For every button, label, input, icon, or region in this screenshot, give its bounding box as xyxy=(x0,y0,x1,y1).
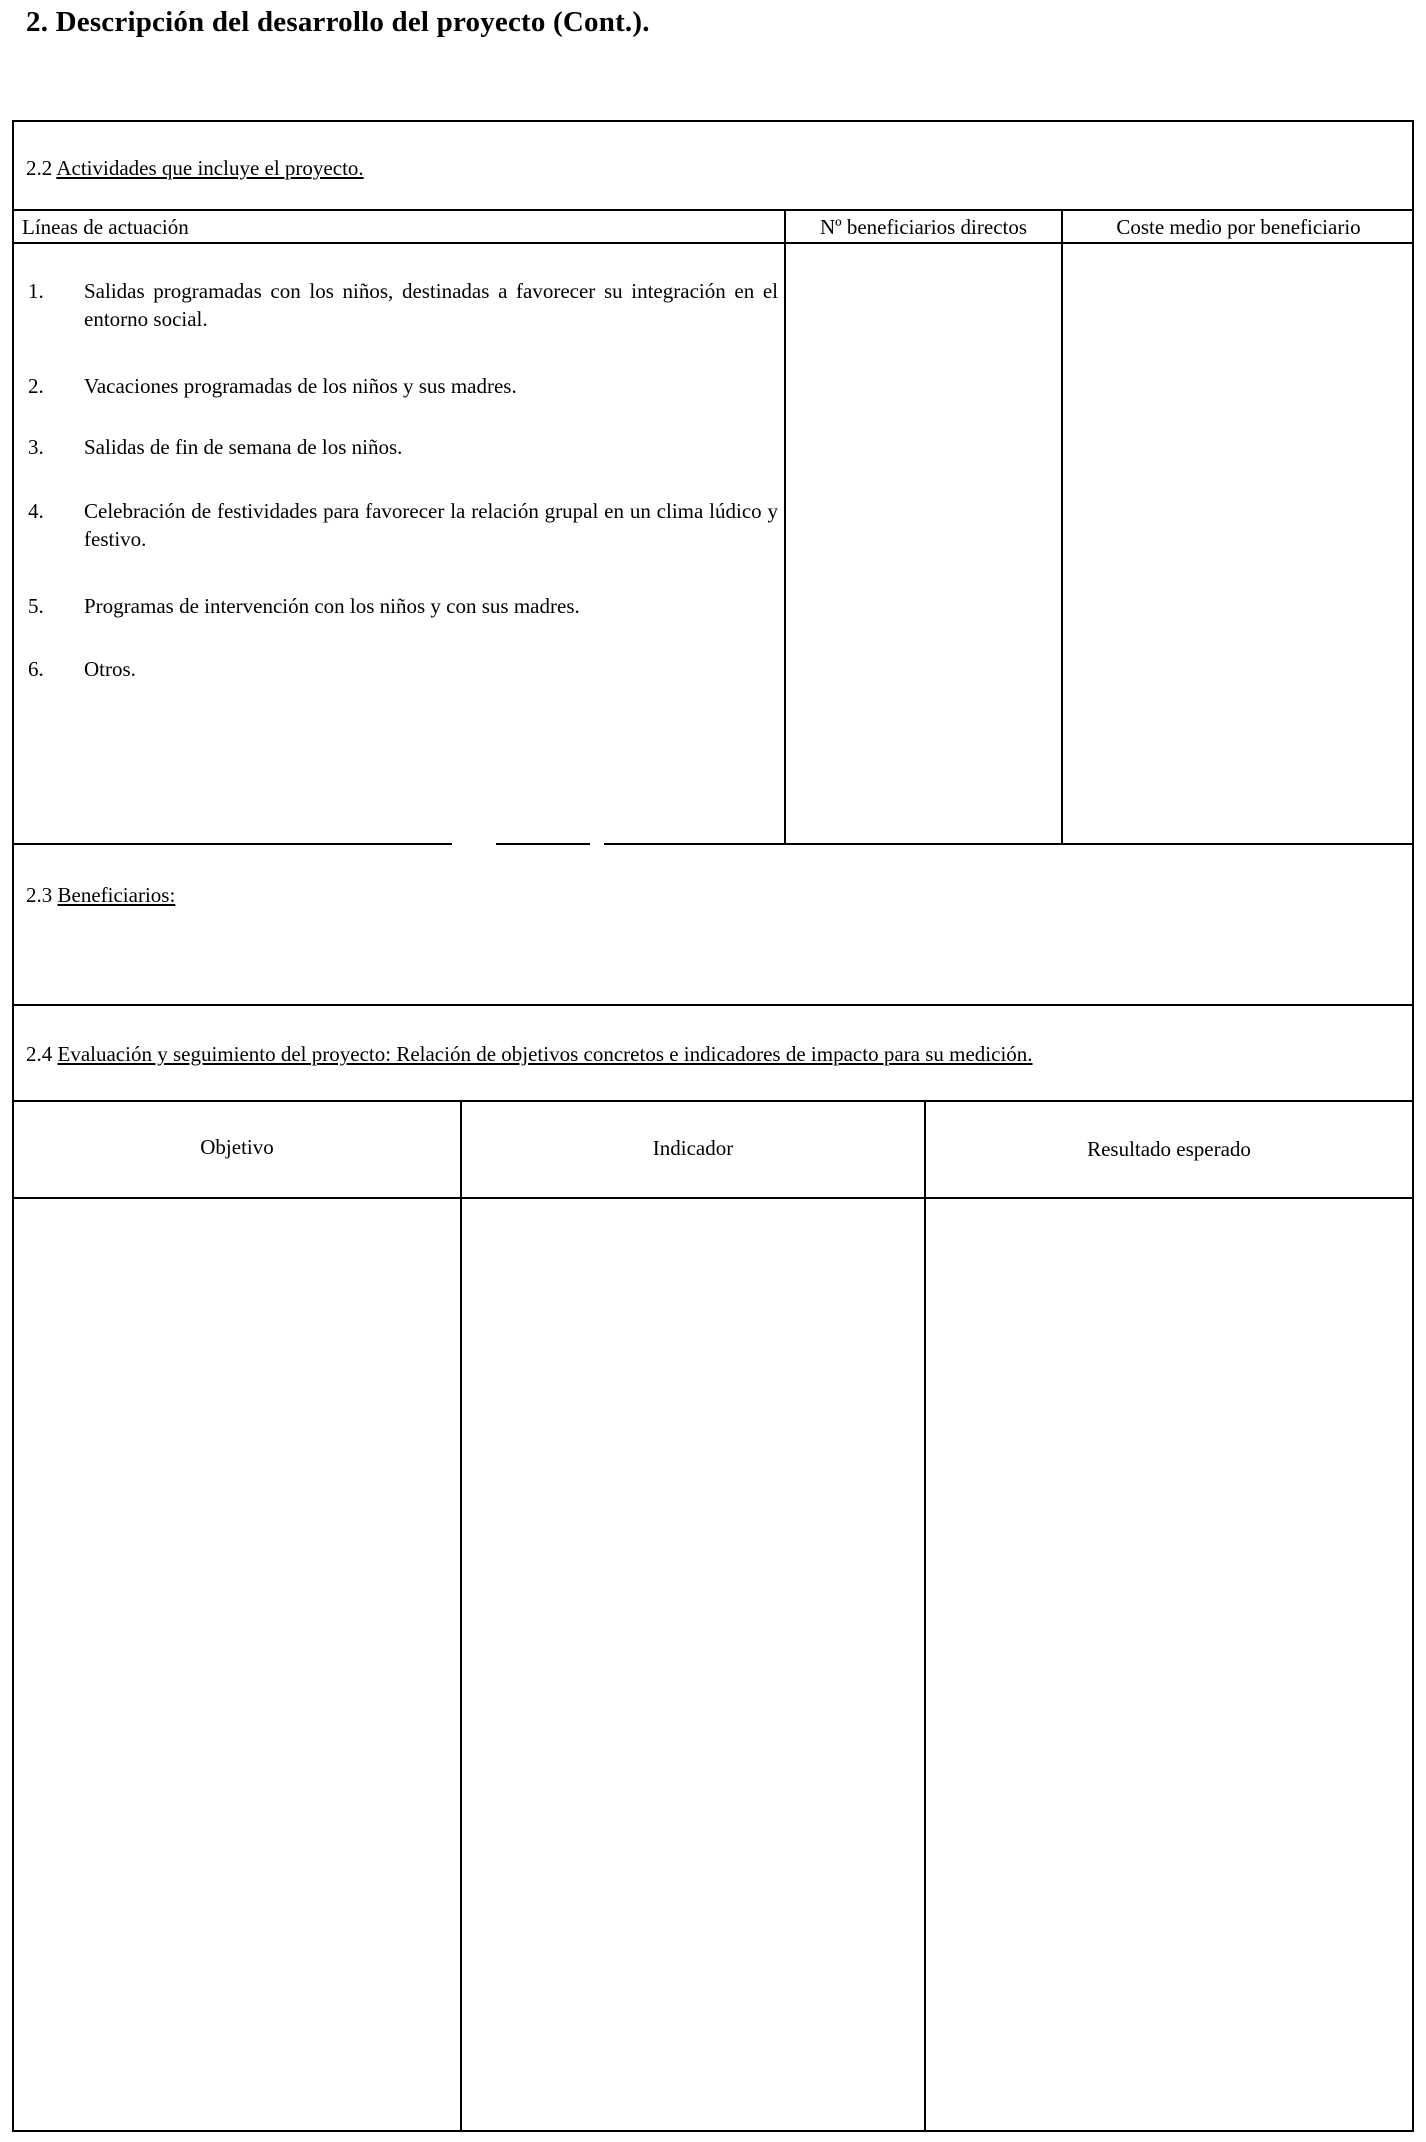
section-2-3-number: 2.3 xyxy=(26,883,53,907)
section-2-3-label: Beneficiarios: xyxy=(57,883,176,907)
col-lineas-actuacion: Líneas de actuación xyxy=(22,215,189,239)
section-2-3-bottom-line xyxy=(12,1004,1414,1006)
section-2-4-heading xyxy=(26,1041,1033,1068)
evaluation-header-bottom-line xyxy=(12,1197,1414,1199)
col-indicador: Indicador xyxy=(652,1136,734,1160)
line-gap-2 xyxy=(590,842,604,846)
line-gap-1 xyxy=(452,842,496,846)
item-text: Salidas programadas con los niños, destinadas a favorecer su integración en el entorno social. xyxy=(84,279,778,331)
activities-col-divider-1 xyxy=(784,209,786,845)
list-item xyxy=(28,497,778,553)
evaluation-col-divider-1 xyxy=(460,1100,462,2132)
item-text: Programas de intervención con los niños y con sus madres. xyxy=(84,594,580,618)
list-item xyxy=(28,277,778,333)
item-number: 1. xyxy=(28,279,44,303)
section-2-4-number: 2.4 xyxy=(26,1042,53,1066)
item-number: 5. xyxy=(28,594,44,618)
section-2-2-heading xyxy=(26,155,364,182)
evaluation-header-top-line xyxy=(12,1100,1414,1102)
list-item xyxy=(28,655,778,683)
evaluation-col-divider-2 xyxy=(924,1100,926,2132)
item-text: Otros. xyxy=(84,657,136,681)
section-2-3-heading xyxy=(26,882,175,909)
activities-bottom-line xyxy=(12,843,1414,845)
activities-header-top-line xyxy=(12,209,1414,211)
item-number: 4. xyxy=(28,499,44,523)
section-2-2-number: 2.2 xyxy=(26,156,53,180)
list-item xyxy=(28,433,778,461)
activities-header-bottom-line xyxy=(12,242,1414,244)
item-number: 6. xyxy=(28,657,44,681)
section-2-2-label: Actividades que incluye el proyecto. xyxy=(56,156,364,180)
form-box xyxy=(12,120,1414,2132)
col-resultado-esperado: Resultado esperado xyxy=(1087,1137,1251,1161)
item-number: 3. xyxy=(28,435,44,459)
col-objetivo: Objetivo xyxy=(200,1135,274,1159)
item-text: Celebración de festividades para favorecer la relación grupal en un clima lúdico y festivo. xyxy=(84,499,778,551)
col-num-beneficiarios: Nº beneficiarios directos xyxy=(819,215,1028,239)
col-coste-medio: Coste medio por beneficiario xyxy=(1116,215,1361,239)
item-text: Salidas de fin de semana de los niños. xyxy=(84,435,403,459)
item-number: 2. xyxy=(28,374,44,398)
list-item xyxy=(28,592,778,620)
list-item xyxy=(28,372,778,400)
item-text: Vacaciones programadas de los niños y sus madres. xyxy=(84,374,517,398)
activities-col-divider-2 xyxy=(1061,209,1063,845)
page-title: 2. Descripción del desarrollo del proyecto (Cont.). xyxy=(26,6,650,38)
section-2-4-label: Evaluación y seguimiento del proyecto: Relación de objetivos concretos e indicadores de impacto para su medición. xyxy=(57,1042,1033,1066)
